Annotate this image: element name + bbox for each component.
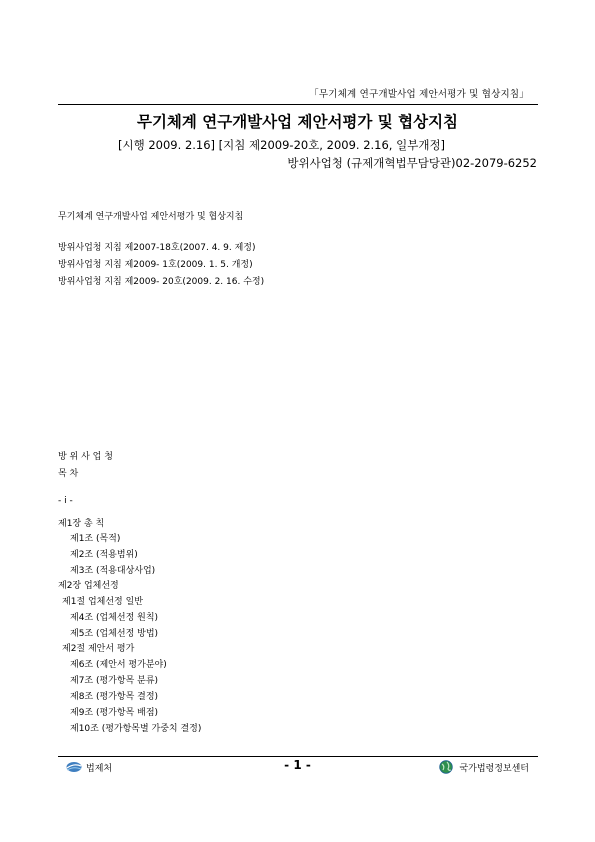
footer-right-label: 국가법령정보센터 — [459, 763, 529, 774]
toc-section: 제2절 제안서 평가 — [62, 644, 135, 654]
history-item: 방위사업청 지침 제2009- 20호(2009. 2. 16. 수정) — [58, 277, 265, 287]
toc-article: 제2조 (적용범위) — [70, 550, 138, 560]
footer-right — [439, 760, 529, 774]
toc-article: 제1조 (목적) — [70, 534, 121, 544]
header-divider — [58, 104, 538, 105]
page-title: 무기체계 연구개발사업 제안서평가 및 협상지침 — [136, 113, 459, 131]
globe-logo-icon — [439, 760, 455, 774]
toc-article: 제3조 (적용대상사업) — [70, 566, 156, 576]
history-item: 방위사업청 지침 제2009- 1호(2009. 1. 5. 개정) — [58, 260, 253, 270]
footer-divider — [58, 756, 538, 757]
agency-line: 방위사업청 (규제개혁법무담당관)02-2079-6252 — [287, 156, 537, 170]
toc-chapter: 제2장 업체선정 — [58, 581, 119, 591]
toc-article: 제7조 (평가항목 분류) — [70, 676, 159, 686]
toc-article: 제9조 (평가항목 배점) — [70, 708, 159, 718]
document-name: 무기체계 연구개발사업 제안서평가 및 협상지침 — [58, 212, 244, 222]
toc-article: 제6조 (제안서 평가분야) — [70, 660, 167, 670]
toc-article: 제5조 (업체선정 방법) — [70, 629, 159, 639]
history-item: 방위사업청 지침 제2007-18호(2007. 4. 9. 제정) — [58, 243, 256, 253]
toc-chapter: 제1장 총 칙 — [58, 519, 105, 529]
toc-article: 제8조 (평가항목 결정) — [70, 692, 159, 702]
footer-left-label: 법제처 — [86, 763, 113, 774]
toc-section: 제1절 업체선정 일반 — [62, 597, 144, 607]
toc-article: 제10조 (평가항목별 가중치 결정) — [70, 724, 202, 734]
contents-label: 목 차 — [58, 469, 79, 479]
page-number: - 1 - — [284, 758, 311, 772]
running-title: 「무기체계 연구개발사업 제안서평가 및 협상지침」 — [309, 89, 529, 100]
roman-page-number: - ⅰ - — [58, 496, 73, 506]
toc-article: 제4조 (업체선정 원칙) — [70, 613, 159, 623]
amendment-line: [시행 2009. 2.16] [지침 제2009-20호, 2009. 2.16, 일부개정] — [118, 138, 446, 152]
organization: 방 위 사 업 청 — [58, 452, 113, 462]
